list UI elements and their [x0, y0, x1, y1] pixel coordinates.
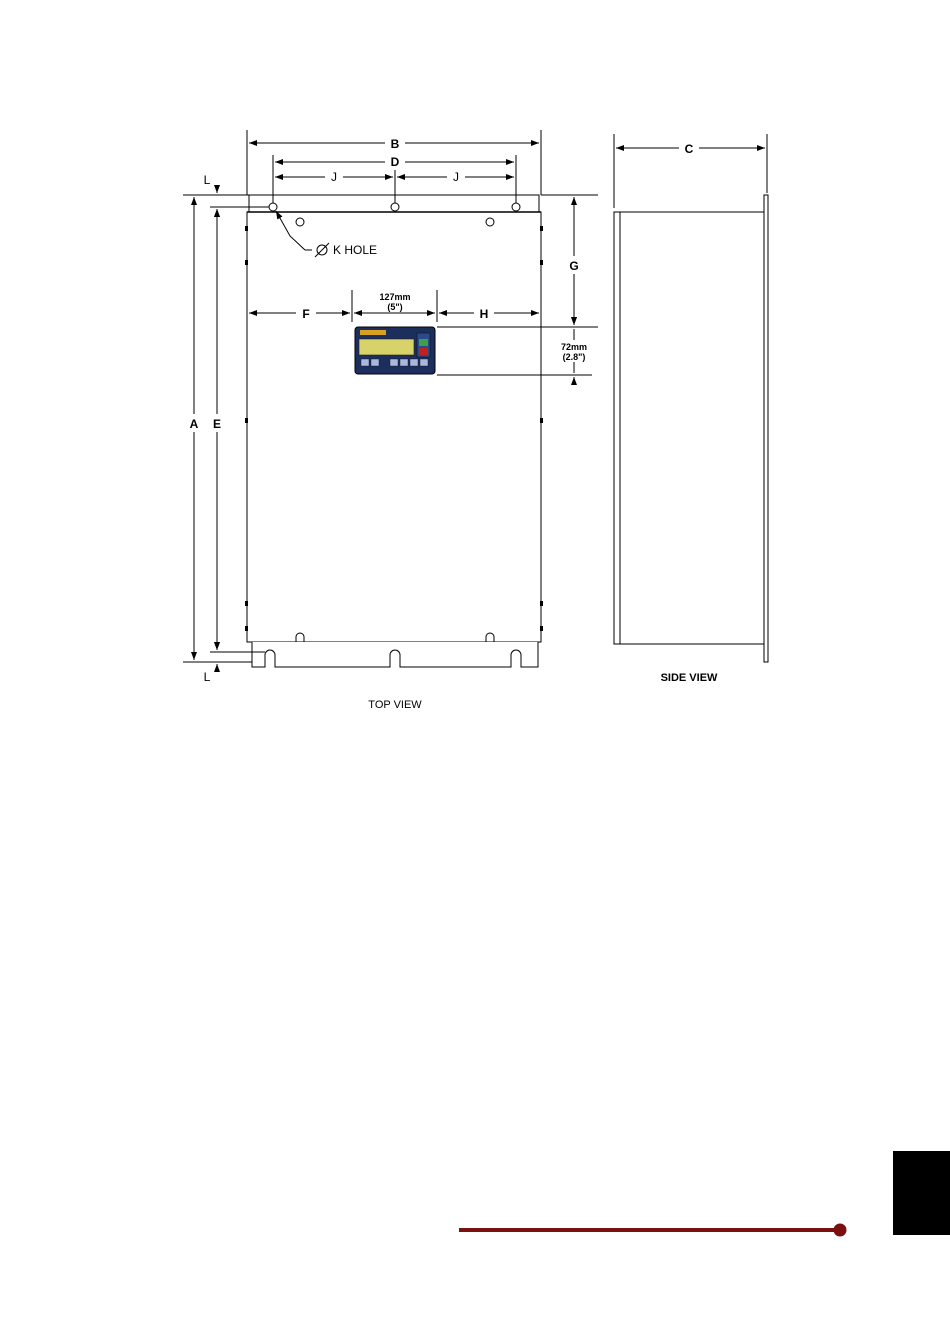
dim-label-f: F	[302, 307, 310, 321]
section-tab	[893, 1151, 950, 1235]
top-view	[183, 130, 598, 670]
dim-label-h: H	[479, 307, 489, 321]
dim-label-a: A	[189, 417, 199, 431]
dim-label-d: D	[390, 155, 400, 169]
display-width-line1: 127mm	[379, 292, 411, 302]
display-height-line1: 72mm	[560, 342, 588, 352]
dim-label-j-left: J	[331, 170, 337, 184]
enclosure-body	[247, 212, 541, 642]
bottom-flange	[252, 642, 538, 667]
dim-label-j-right: J	[453, 170, 459, 184]
side-view-caption: SIDE VIEW	[660, 672, 718, 684]
footer-rule	[459, 1224, 847, 1237]
top-view-caption: TOP VIEW	[368, 699, 422, 711]
side-view	[614, 134, 768, 662]
dim-label-g: G	[569, 259, 579, 273]
side-flange	[764, 195, 768, 662]
dim-label-e: E	[212, 417, 222, 431]
hole-label: K HOLE	[333, 243, 378, 257]
display-width-line2: (5")	[387, 302, 403, 312]
dim-label-l-bottom: L	[203, 670, 211, 684]
dim-label-b: B	[390, 137, 400, 151]
side-enclosure	[614, 212, 764, 644]
dim-label-l-top: L	[203, 173, 211, 187]
dim-label-c: C	[684, 142, 694, 156]
display-height-line2: (2.8")	[562, 352, 586, 362]
keypad-module	[355, 327, 435, 374]
